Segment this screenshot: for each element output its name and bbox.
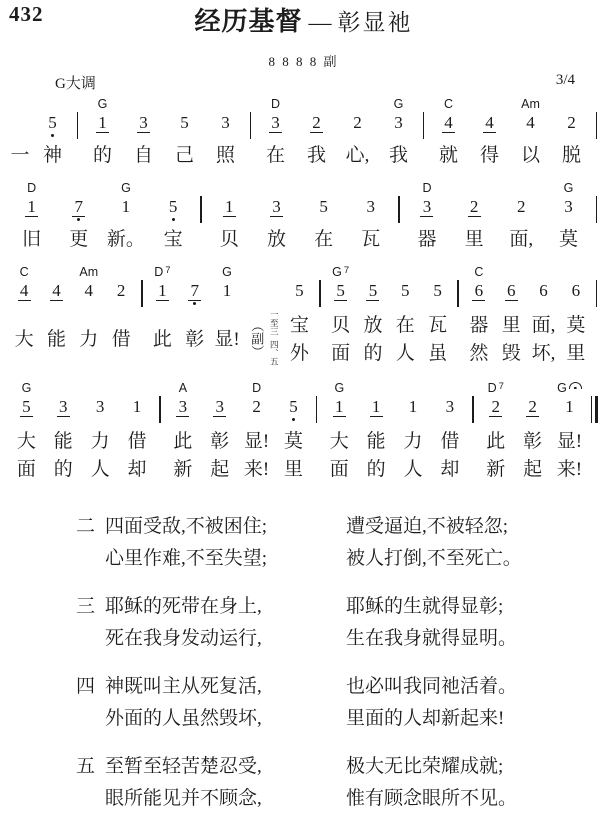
verse-line xyxy=(105,751,607,783)
verse-phrase-left: 至暂至轻苦楚忍受, xyxy=(105,756,262,777)
note-digit: 5 xyxy=(48,113,57,132)
music-system xyxy=(8,381,601,484)
refrain-verses-b-label: 四、五 xyxy=(269,340,280,366)
lyric-syllable: 人 xyxy=(90,459,110,480)
verse-number-inline xyxy=(8,97,32,168)
verse-phrase-right: 被人打倒,不至死亡。 xyxy=(346,548,522,569)
note-column xyxy=(8,181,55,252)
chord-label: G xyxy=(557,381,582,396)
note-digit: 7 xyxy=(72,196,85,217)
note-column xyxy=(463,265,495,368)
lyric-syllable: 的 xyxy=(363,343,383,364)
note-column xyxy=(428,97,469,168)
note-digit: 1 xyxy=(370,396,383,417)
note-column xyxy=(82,97,123,168)
music-system xyxy=(8,181,601,252)
chord-label: G xyxy=(222,265,232,279)
meter-label: 8 8 8 8 副 xyxy=(268,54,339,69)
key-time-row xyxy=(0,72,607,92)
note-column xyxy=(238,381,275,484)
lyric-syllable: 在 xyxy=(395,315,415,336)
final-barline xyxy=(588,381,601,423)
verse-line xyxy=(105,591,607,623)
lyric-syllable: 贝 xyxy=(219,229,239,250)
lyric-syllable: 面 xyxy=(16,459,36,480)
verse-phrase-left: 四面受敌,不被困住; xyxy=(105,516,268,537)
chord-label: C xyxy=(443,97,454,111)
note-column xyxy=(150,181,197,252)
note-digit: 6 xyxy=(472,280,485,301)
verse-phrase-right: 遭受逼迫,不被轻忽; xyxy=(346,516,509,537)
hymn-title xyxy=(0,0,607,41)
note-column xyxy=(255,97,296,168)
barline xyxy=(155,381,164,423)
note-column xyxy=(296,97,337,168)
low-octave-dot xyxy=(51,134,54,137)
verse-line xyxy=(105,543,607,575)
lyric-syllable: 我 xyxy=(306,145,326,166)
lyric-syllable: 里 xyxy=(464,229,484,250)
lyric-syllable: 里 xyxy=(566,343,586,364)
lyric-syllable: 我 xyxy=(388,145,408,166)
chord-label: G xyxy=(563,181,574,195)
lyric-syllable: 彰 xyxy=(185,329,205,350)
note-column xyxy=(164,97,205,168)
lyric-syllable: 莫 xyxy=(566,315,586,336)
note-digit: 6 xyxy=(505,280,518,301)
note-digit: 4 xyxy=(18,280,31,301)
lyric-syllable: 此 xyxy=(486,431,506,452)
lyric-syllable: 器 xyxy=(417,229,437,250)
note-digit: 3 xyxy=(221,113,230,132)
lyric-syllable: 力 xyxy=(79,329,99,350)
refrain-verses-a-label: 一至三 xyxy=(269,310,280,336)
chord-label: Am xyxy=(79,265,99,279)
barline xyxy=(592,97,601,139)
lyric-syllable: 瓦 xyxy=(361,229,381,250)
lyric-syllable: 莫 xyxy=(283,431,303,452)
note-digit: 4 xyxy=(50,280,63,301)
lyric-syllable: 力 xyxy=(90,431,110,452)
verse-phrase-right: 惟有顾念眼所不见。 xyxy=(346,788,518,809)
lyric-syllable: 放 xyxy=(363,315,383,336)
lyric-syllable: 宝 xyxy=(289,315,309,336)
note-digit: 2 xyxy=(526,396,539,417)
note-column xyxy=(40,265,72,368)
note-column xyxy=(551,97,592,168)
lyric-syllable: 以 xyxy=(520,145,540,166)
refrain-marker xyxy=(243,265,283,368)
note-column xyxy=(421,265,453,368)
low-octave-dot xyxy=(172,218,175,221)
verse-block xyxy=(76,591,607,655)
note-digit: 2 xyxy=(252,397,261,416)
lyric-syllable: 起 xyxy=(210,459,230,480)
note-digit: 2 xyxy=(353,113,362,132)
note-column xyxy=(45,381,82,484)
note-digit: 7 xyxy=(188,280,201,301)
lyric-syllable: 宝 xyxy=(163,229,183,250)
verse-phrase-right: 也必叫我同祂活着。 xyxy=(346,676,518,697)
lyric-syllable: 人 xyxy=(403,459,423,480)
lyric-syllable: 的 xyxy=(366,459,386,480)
time-signature-label: 3/4 xyxy=(555,72,575,88)
note-column xyxy=(403,181,450,252)
lyric-syllable: 却 xyxy=(127,459,147,480)
lyric-syllable: 大 xyxy=(329,431,349,452)
note-digit: 2 xyxy=(489,396,502,417)
lyric-syllable: 借 xyxy=(440,431,460,452)
barline xyxy=(592,265,601,307)
barline xyxy=(468,381,477,423)
note-column xyxy=(32,97,73,168)
note-digit: 1 xyxy=(408,397,418,416)
note-column xyxy=(451,181,498,252)
lyric-syllable: 显! xyxy=(243,431,270,452)
chord-label: D 7 xyxy=(154,265,171,279)
note-digit: 1 xyxy=(156,280,169,301)
low-octave-dot xyxy=(292,418,295,421)
note-digit: 1 xyxy=(223,196,236,217)
note-column xyxy=(8,265,40,368)
note-column xyxy=(395,381,432,484)
lyric-syllable: 彰 xyxy=(523,431,543,452)
lyric-syllable: 借 xyxy=(127,431,147,452)
note-digit: 1 xyxy=(96,112,109,133)
note-digit: 3 xyxy=(270,196,283,217)
note-column xyxy=(102,181,149,252)
note-digit: 3 xyxy=(176,396,189,417)
note-digit: 1 xyxy=(25,196,38,217)
barline xyxy=(454,265,463,307)
chord-label: G xyxy=(21,381,32,395)
page-number: 432 xyxy=(9,2,44,26)
note-digit: 3 xyxy=(564,197,573,216)
lyric-syllable: 虽 xyxy=(428,343,448,364)
verse-number: 二 xyxy=(76,516,96,537)
barline xyxy=(394,181,403,223)
note-digit: 5 xyxy=(20,396,33,417)
chord-label: D xyxy=(270,97,281,111)
music-system xyxy=(8,97,601,168)
barline xyxy=(197,181,206,223)
barline xyxy=(73,97,82,139)
chord-label: D xyxy=(422,181,432,195)
note-digit: 6 xyxy=(571,281,581,300)
verse-number: 三 xyxy=(76,596,96,617)
note-digit: 4 xyxy=(526,113,535,132)
note-digit: 1 xyxy=(132,397,142,416)
lyric-syllable: 己 xyxy=(174,145,194,166)
lyric-syllable: 面 xyxy=(331,343,351,364)
verse-block xyxy=(76,671,607,735)
lyric-syllable: 旧 xyxy=(22,229,42,250)
note-digit: 5 xyxy=(433,281,442,300)
note-column xyxy=(510,97,551,168)
lyric-syllable: 能 xyxy=(366,431,386,452)
lyric-syllable: 自 xyxy=(133,145,153,166)
lyric-syllable: 面, xyxy=(509,229,534,250)
note-column xyxy=(337,97,378,168)
verse-block xyxy=(76,751,607,815)
lyric-syllable: 就 xyxy=(438,145,458,166)
lyric-syllable: 心, xyxy=(345,145,370,166)
note-digit: 5 xyxy=(366,280,379,301)
lyric-syllable: 照 xyxy=(215,145,235,166)
lyric-syllable: 在 xyxy=(314,229,334,250)
lyric-syllable: 来! xyxy=(556,459,583,480)
verse-line xyxy=(105,671,607,703)
lyric-syllable: 能 xyxy=(46,329,66,350)
note-digit: 3 xyxy=(445,397,455,416)
note-column xyxy=(206,181,253,252)
chord-label: C xyxy=(474,265,484,279)
note-digit: 1 xyxy=(121,197,131,216)
note-column xyxy=(469,97,510,168)
verse-phrase-left: 死在我身发动运行, xyxy=(105,628,262,649)
lyric-syllable: 新。 xyxy=(106,229,145,250)
chord-label: G xyxy=(334,381,345,395)
lyric-syllable: 大 xyxy=(16,431,36,452)
note-digit: 3 xyxy=(420,196,433,217)
note-column xyxy=(179,265,211,368)
note-column xyxy=(119,381,156,484)
verses-section xyxy=(0,511,607,815)
verse-phrase-left: 心里作难,不至失望; xyxy=(105,548,268,569)
lyric-syllable: 新 xyxy=(173,459,193,480)
note-column xyxy=(357,265,389,368)
note-column xyxy=(146,265,178,368)
lyric-syllable: 的 xyxy=(92,145,112,166)
music-system xyxy=(8,265,601,368)
note-digit: 2 xyxy=(517,197,526,216)
verse-phrase-left: 耶稣的死带在身上, xyxy=(105,596,262,617)
note-column xyxy=(211,265,243,368)
note-column xyxy=(164,381,201,484)
hymn-title-sub: 彰显祂 xyxy=(337,10,413,35)
note-column xyxy=(551,381,588,484)
verse-line xyxy=(105,623,607,655)
note-column xyxy=(527,265,559,368)
chord-label: A xyxy=(178,381,188,395)
note-column xyxy=(545,181,592,252)
verse-phrase-left: 眼所能见并不顾念, xyxy=(105,788,262,809)
fermata-icon xyxy=(569,382,582,389)
note-digit: 5 xyxy=(295,281,304,300)
lyric-syllable: 里 xyxy=(501,315,521,336)
note-digit: 1 xyxy=(333,396,346,417)
note-column xyxy=(253,181,300,252)
key-label: G大调 xyxy=(55,76,96,92)
music-sheet xyxy=(0,97,607,484)
verse-phrase-left: 神既叫主从死复活, xyxy=(105,676,262,697)
note-column xyxy=(325,265,357,368)
note-column xyxy=(378,97,419,168)
note-column xyxy=(358,381,395,484)
lyric-syllable: 此 xyxy=(173,431,193,452)
barline xyxy=(312,381,321,423)
lyric-syllable: 外 xyxy=(289,343,309,364)
lyric-syllable: 来! xyxy=(243,459,270,480)
note-digit: 5 xyxy=(168,197,178,216)
lyric-syllable: 更 xyxy=(69,229,89,250)
note-digit: 3 xyxy=(95,397,105,416)
lyric-syllable: 大 xyxy=(14,329,34,350)
barline xyxy=(316,265,325,307)
verse-line xyxy=(105,511,607,543)
note-digit: 5 xyxy=(180,113,189,132)
note-column xyxy=(283,265,315,368)
note-column xyxy=(560,265,592,368)
note-digit: 4 xyxy=(442,112,455,133)
note-digit: 6 xyxy=(539,281,548,300)
barline xyxy=(592,181,601,223)
lyric-syllable: 脱 xyxy=(561,145,581,166)
chord-label: D xyxy=(27,181,37,195)
note-column xyxy=(73,265,105,368)
lyric-syllable: 坏, xyxy=(531,343,556,364)
lyric-syllable: 能 xyxy=(53,431,73,452)
verse-line xyxy=(105,783,607,815)
note-column xyxy=(201,381,238,484)
note-column xyxy=(205,97,246,168)
note-digit: 5 xyxy=(401,281,410,300)
lyric-syllable: 放 xyxy=(266,229,286,250)
note-column xyxy=(431,381,468,484)
note-digit: 2 xyxy=(116,281,126,300)
lyric-syllable: 显! xyxy=(214,329,240,350)
lyric-syllable: 然 xyxy=(469,343,489,364)
lyric-syllable: 神 xyxy=(42,145,62,166)
note-column xyxy=(477,381,514,484)
chord-label: D 7 xyxy=(487,381,504,395)
barline xyxy=(246,97,255,139)
verse-number: 四 xyxy=(76,676,96,697)
barline xyxy=(419,97,428,139)
note-column xyxy=(321,381,358,484)
lyric-syllable: 莫 xyxy=(558,229,578,250)
lyric-syllable: 在 xyxy=(265,145,285,166)
verse-block xyxy=(76,511,607,575)
lyric-syllable: 借 xyxy=(111,329,131,350)
note-digit: 1 xyxy=(222,281,232,300)
lyric-syllable: 力 xyxy=(403,431,423,452)
note-column xyxy=(347,181,394,252)
note-digit: 3 xyxy=(394,113,403,132)
note-digit: 5 xyxy=(289,397,298,416)
lyric-syllable: 面 xyxy=(329,459,349,480)
note-column xyxy=(105,265,137,368)
chord-label: G xyxy=(393,97,404,111)
lyric-syllable: 一 xyxy=(10,145,30,166)
chord-label: D xyxy=(252,381,262,395)
lyric-syllable: 起 xyxy=(523,459,543,480)
note-digit: 5 xyxy=(319,197,328,216)
chord-label: G xyxy=(121,181,131,195)
lyric-syllable: 贝 xyxy=(331,315,351,336)
verse-line xyxy=(105,703,607,735)
low-octave-dot xyxy=(77,218,80,221)
title-dash: — xyxy=(308,10,332,35)
note-digit: 4 xyxy=(84,281,94,300)
verse-phrase-right: 耶稣的生就得显彰; xyxy=(346,596,504,617)
verse-phrase-left: 外面的人虽然毁坏, xyxy=(105,708,262,729)
lyric-syllable: 里 xyxy=(283,459,303,480)
chord-label: C xyxy=(19,265,29,279)
note-column xyxy=(123,97,164,168)
refrain-bracket-label: （副） xyxy=(249,318,265,358)
note-digit: 2 xyxy=(310,112,323,133)
chord-label: G 7 xyxy=(332,265,350,279)
note-digit: 3 xyxy=(269,112,282,133)
lyric-syllable: 却 xyxy=(440,459,460,480)
note-digit: 2 xyxy=(567,113,576,132)
note-digit: 3 xyxy=(137,112,150,133)
note-digit: 5 xyxy=(334,280,347,301)
low-octave-dot xyxy=(193,302,196,305)
note-column xyxy=(498,181,545,252)
note-column xyxy=(275,381,312,484)
note-digit: 4 xyxy=(483,112,496,133)
lyric-syllable: 毁 xyxy=(501,343,521,364)
chord-label: G xyxy=(97,97,108,111)
lyric-syllable: 得 xyxy=(479,145,499,166)
verse-phrase-right: 极大无比荣耀成就; xyxy=(346,756,504,777)
barline xyxy=(137,265,146,307)
hymn-title-main: 经历基督 xyxy=(194,7,303,36)
chord-label: Am xyxy=(521,97,540,111)
note-column xyxy=(55,181,102,252)
lyric-syllable: 彰 xyxy=(210,431,230,452)
note-digit: 2 xyxy=(468,196,481,217)
note-digit: 3 xyxy=(57,396,70,417)
verse-phrase-right: 生在我身就得显明。 xyxy=(346,628,518,649)
lyric-syllable: 新 xyxy=(486,459,506,480)
lyric-syllable: 面, xyxy=(531,315,556,336)
lyric-syllable: 显! xyxy=(556,431,583,452)
lyric-syllable: 此 xyxy=(152,329,172,350)
note-digit: 3 xyxy=(366,197,376,216)
lyric-syllable: 器 xyxy=(469,315,489,336)
lyric-syllable: 的 xyxy=(53,459,73,480)
lyric-syllable: 瓦 xyxy=(428,315,448,336)
note-column xyxy=(514,381,551,484)
note-column xyxy=(300,181,347,252)
note-column xyxy=(8,381,45,484)
note-column xyxy=(389,265,421,368)
note-digit: 1 xyxy=(565,397,574,416)
verse-phrase-right: 里面的人却新起来! xyxy=(346,708,505,729)
note-column xyxy=(82,381,119,484)
note-column xyxy=(495,265,527,368)
verse-number: 五 xyxy=(76,756,96,777)
lyric-syllable: 人 xyxy=(395,343,415,364)
note-digit: 3 xyxy=(213,396,226,417)
